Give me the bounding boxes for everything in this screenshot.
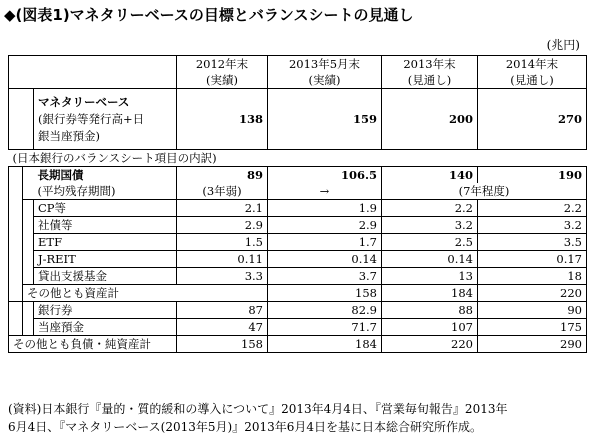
- jgb-label: 長期国債: [34, 167, 177, 184]
- asset-label: 社債等: [34, 217, 177, 234]
- header-empty-cell: [9, 56, 177, 89]
- header-row: [9, 56, 587, 89]
- monetary-base-spacer: [9, 89, 34, 150]
- assets-total-row: [9, 285, 587, 302]
- jgb-value: 140: [382, 167, 478, 184]
- liability-value: 107: [382, 319, 478, 336]
- jgb-value: 190: [478, 167, 587, 184]
- asset-value: 3.2: [382, 217, 478, 234]
- asset-label: J-REIT: [34, 251, 177, 268]
- jgb-indent: [23, 167, 34, 200]
- liability-value: 71.7: [268, 319, 382, 336]
- jgb-sub-row: [9, 183, 587, 200]
- liabilities-total-label: その他とも負債・純資産計: [9, 336, 177, 353]
- jgb-value: 89: [177, 167, 268, 184]
- liability-label: 当座預金: [34, 319, 177, 336]
- liability-value: 87: [177, 302, 268, 319]
- asset-indent: [23, 200, 34, 285]
- asset-value: 2.2: [382, 200, 478, 217]
- monetary-base-value: 200: [382, 89, 478, 150]
- liabilities-total-value: 220: [382, 336, 478, 353]
- monetary-base-value: 138: [177, 89, 268, 150]
- liability-row: [9, 319, 587, 336]
- asset-value: 0.14: [268, 251, 382, 268]
- unit-label: (兆円): [546, 38, 580, 52]
- asset-row: [9, 251, 587, 268]
- liability-value: 88: [382, 302, 478, 319]
- asset-value: 2.2: [478, 200, 587, 217]
- liability-indent: [23, 302, 34, 336]
- asset-value: 0.11: [177, 251, 268, 268]
- liabilities-total-value: 158: [177, 336, 268, 353]
- asset-value: 3.5: [478, 234, 587, 251]
- assets-total-value: 184: [382, 285, 478, 302]
- assets-total-value: 158: [268, 285, 382, 302]
- figure-title: ◆(図表1)マネタリーベースの目標とバランスシートの見通し: [4, 6, 414, 24]
- asset-row: [9, 268, 587, 285]
- balance-sheet-table: [8, 55, 587, 353]
- header-2013-may: 2013年5月末 (実績): [268, 56, 382, 89]
- asset-value: 2.9: [268, 217, 382, 234]
- asset-label: 貸出支援基金: [34, 268, 177, 285]
- liabilities-total-row: [9, 336, 587, 353]
- asset-value: 18: [478, 268, 587, 285]
- liability-value: 82.9: [268, 302, 382, 319]
- monetary-base-row: [9, 89, 587, 150]
- monetary-base-value: 159: [268, 89, 382, 150]
- liabilities-total-value: 184: [268, 336, 382, 353]
- asset-row: [9, 217, 587, 234]
- liabilities-indent: [9, 302, 23, 336]
- asset-value: 2.9: [177, 217, 268, 234]
- asset-value: 0.17: [478, 251, 587, 268]
- section-label: (日本銀行のバランスシート項目の内訳): [9, 150, 587, 167]
- asset-value: 2.5: [382, 234, 478, 251]
- assets-total-label: その他とも資産計: [23, 285, 268, 302]
- section-row: [9, 150, 587, 167]
- monetary-base-label: マネタリーベース (銀行券等発行高+日 銀当座預金): [34, 89, 177, 150]
- source-note: [8, 400, 598, 436]
- liability-value: 175: [478, 319, 587, 336]
- asset-label: CP等: [34, 200, 177, 217]
- jgb-value: 106.5: [268, 167, 382, 184]
- asset-value: 1.5: [177, 234, 268, 251]
- liability-value: 90: [478, 302, 587, 319]
- liability-label: 銀行券: [34, 302, 177, 319]
- asset-value: 2.1: [177, 200, 268, 217]
- asset-value: 1.9: [268, 200, 382, 217]
- jgb-sub-label: (平均残存期間): [34, 183, 177, 200]
- asset-value: 13: [382, 268, 478, 285]
- assets-indent: [9, 167, 23, 302]
- asset-value: 0.14: [382, 251, 478, 268]
- monetary-base-value: 270: [478, 89, 587, 150]
- asset-value: 1.7: [268, 234, 382, 251]
- asset-value: 3.2: [478, 217, 587, 234]
- jgb-row: [9, 167, 587, 184]
- liability-row: [9, 302, 587, 319]
- asset-row: [9, 200, 587, 217]
- asset-value: 3.7: [268, 268, 382, 285]
- asset-value: 3.3: [177, 268, 268, 285]
- source-note-line: 6月4日、『マネタリーベース(2013年5月)』2013年6月4日を基に日本総合研究所作成。: [8, 420, 483, 434]
- asset-row: [9, 234, 587, 251]
- asset-label: ETF: [34, 234, 177, 251]
- header-2013: 2013年末 (見通し): [382, 56, 478, 89]
- jgb-sub-value: (3年弱): [177, 183, 268, 200]
- jgb-sub-value: (7年程度): [382, 183, 587, 200]
- jgb-sub-arrow: →: [268, 183, 382, 200]
- header-2012: 2012年末 (実績): [177, 56, 268, 89]
- header-2014: 2014年末 (見通し): [478, 56, 587, 89]
- assets-total-value: 220: [478, 285, 587, 302]
- liability-value: 47: [177, 319, 268, 336]
- liabilities-total-value: 290: [478, 336, 587, 353]
- source-note-line: (資料)日本銀行『量的・質的緩和の導入について』2013年4月4日、『営業毎旬報告』2013年: [8, 402, 508, 416]
